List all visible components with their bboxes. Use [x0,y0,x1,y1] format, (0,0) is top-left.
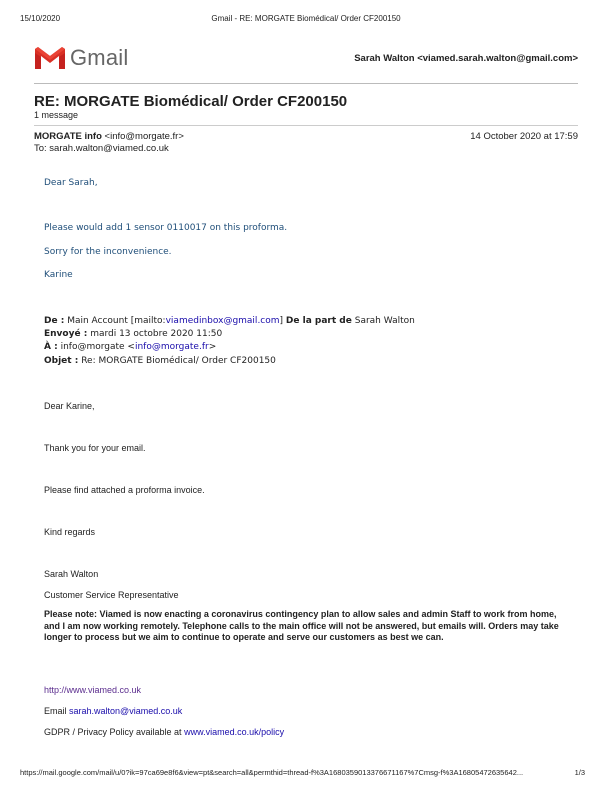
account-label: Sarah Walton <viamed.sarah.walton@gmail.com> [354,53,578,64]
quoted-sent-value: mardi 13 octobre 2020 11:50 [90,329,223,339]
reply-line-1: Please would add 1 sensor 0110017 on this proforma. [44,223,288,233]
thread-subject: RE: MORGATE Biomédical/ Order CF200150 [34,93,348,110]
message-count: 1 message [34,110,79,120]
quoted-sent [44,329,222,339]
policy-line [44,727,284,737]
gmail-envelope-icon [34,46,66,70]
email-label: Email [44,706,67,716]
print-page-number: 1/3 [574,768,585,777]
gmail-logo[interactable] [34,44,132,72]
quoted-from [44,316,415,326]
quoted-to [44,342,216,352]
quoted-regards: Kind regards [44,527,96,537]
quoted-thanks: Thank you for your email. [44,443,146,453]
quoted-from-prefix: Main Account [mailto: [67,316,166,326]
message-recipient: To: sarah.walton@viamed.co.uk [34,143,169,154]
message-sender [34,131,184,142]
quoted-on-behalf-label: De la part de [285,316,352,326]
quoted-to-link[interactable]: info@morgate.fr [134,342,209,352]
reply-line-2: Sorry for the inconvenience. [44,247,172,257]
reply-greeting: Dear Sarah, [44,178,98,188]
quoted-subject-label: Objet : [44,356,79,366]
quoted-subject-value: Re: MORGATE Biomédical/ Order CF200150 [81,356,276,366]
quoted-signature-name: Sarah Walton [44,569,99,579]
reply-signoff: Karine [44,270,73,280]
quoted-subject [44,356,276,366]
quoted-sent-label: Envoyé : [44,329,88,339]
quoted-on-behalf-value: Sarah Walton [354,316,415,326]
covid-notice: Please note: Viamed is now enacting a coronavirus contingency plan to allow sales and admin Staff to work from home, and I am now working remotely. Telephone calls to the main office will not be answered, but emails will. Orders may take longer to process but we aim to continue to operate and serve our customers as best we can. [44,609,559,642]
quoted-from-link[interactable]: viamedinbox@gmail.com [165,316,280,326]
thread-divider [34,125,578,126]
message-timestamp: 14 October 2020 at 17:59 [470,131,578,142]
quoted-from-label: De : [44,316,65,326]
quoted-to-label: À : [44,342,58,352]
sender-email: <info@morgate.fr> [104,131,184,142]
print-date: 15/10/2020 [20,14,61,23]
quoted-attached: Please find attached a proforma invoice. [44,485,205,495]
website-link[interactable]: http://www.viamed.co.uk [44,685,142,695]
quoted-greeting: Dear Karine, [44,401,95,411]
quoted-from-suffix: ] [279,316,284,326]
policy-label: GDPR / Privacy Policy available at [44,727,182,737]
quoted-to-suffix: > [208,342,217,352]
quoted-signature-role: Customer Service Representative [44,590,179,600]
policy-link[interactable]: www.viamed.co.uk/policy [184,727,285,737]
print-url: https://mail.google.com/mail/u/0?ik=97ca69e8f6&view=pt&search=all&permthid=thread-f%3A1680359013376671167%7Cmsg-f%3A16805472635642... [20,768,524,777]
gmail-wordmark: Gmail [70,45,129,70]
print-page-title: Gmail - RE: MORGATE Biomédical/ Order CF200150 [211,14,401,23]
email-line [44,706,182,716]
email-link[interactable]: sarah.walton@viamed.co.uk [69,706,183,716]
sender-name: MORGATE info [34,131,102,142]
quoted-to-prefix: info@morgate < [60,342,135,352]
header-divider [34,83,578,84]
